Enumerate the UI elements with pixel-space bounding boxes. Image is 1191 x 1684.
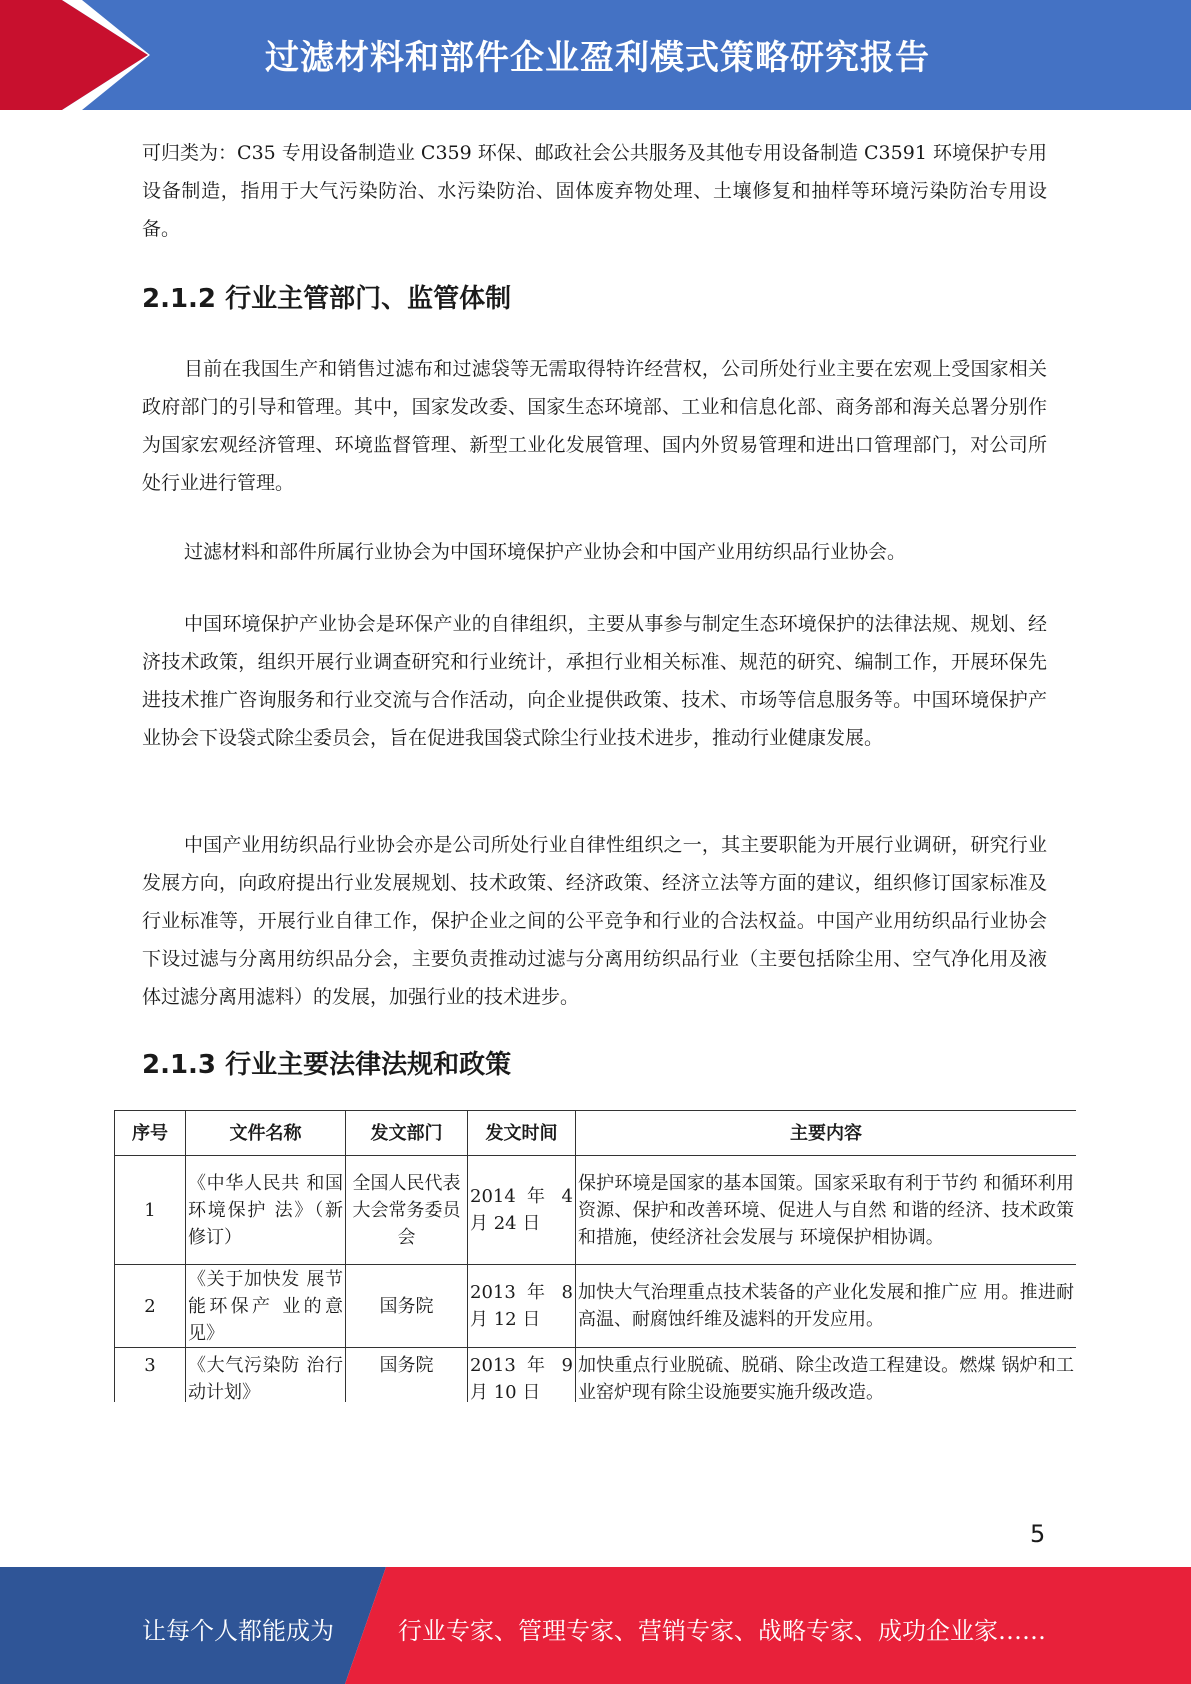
- cell-document-name: 《关于加快发 展节能环保产 业的意见》: [186, 1265, 346, 1348]
- cell-issuing-department: 国务院: [346, 1348, 468, 1403]
- cell-issue-date: 2013 年 9 月 10 日: [468, 1348, 576, 1403]
- cell-number: 2: [115, 1265, 186, 1348]
- cell-main-content: 保护环境是国家的基本国策。国家采取有利于节约 和循环利用资源、保护和改善环境、促进人与自然 和谐的经济、技术政策和措施，使经济社会发展与 环境保护相协调。: [576, 1156, 1077, 1265]
- table-row: [115, 1265, 1077, 1348]
- page-number: 5: [1030, 1520, 1046, 1548]
- body-paragraph: 目前在我国生产和销售过滤布和过滤袋等无需取得特许经营权，公司所处行业主要在宏观上受国家相关政府部门的引导和管理。其中，国家发改委、国家生态环境部、工业和信息化部、商务部和海关总署分别作为国家宏观经济管理、环境监督管理、新型工业化发展管理、国内外贸易管理和进出口管理部门，对公司所处行业进行管理。: [142, 358, 1047, 494]
- column-header: 文件名称: [186, 1111, 346, 1156]
- body-paragraph: 中国产业用纺织品行业协会亦是公司所处行业自律性组织之一，其主要职能为开展行业调研，研究行业发展方向，向政府提出行业发展规划、技术政策、经济政策、经济立法等方面的建议，组织修订国家标准及行业标准等，开展行业自律工作，保护企业之间的公平竞争和行业的合法权益。中国产业用纺织品行业协会下设过滤与分离用纺织品分会，主要负责推动过滤与分离用纺织品行业（主要包括除尘用、空气净化用及液体过滤分离用滤料）的发展，加强行业的技术进步。: [142, 834, 1047, 1008]
- column-header: 主要内容: [576, 1111, 1077, 1156]
- policy-table-container: [114, 1110, 1076, 1402]
- column-header: 发文时间: [468, 1111, 576, 1156]
- footer-slogan-right: 行业专家、管理专家、营销专家、战略专家、成功企业家……: [398, 1617, 1046, 1645]
- table-row: [115, 1348, 1077, 1403]
- cell-issuing-department: 全国人民代表大会常务委员会: [346, 1156, 468, 1265]
- cell-issue-date: 2014 年 4 月 24 日: [468, 1156, 576, 1265]
- intro-paragraph: 可归类为：C35 专用设备制造业 C359 环保、邮政社会公共服务及其他专用设备制造 C3591 环境保护专用设备制造，指用于大气污染防治、水污染防治、固体废弃物处理、土壤修复和抽样等环境污染防治专用设备。: [142, 142, 1047, 240]
- cell-document-name: 《大气污染防 治行动计划》: [186, 1348, 346, 1403]
- footer-banner: [0, 1567, 1191, 1684]
- section-heading-2-1-3: 2.1.3 行业主要法律法规和政策: [142, 1050, 512, 1080]
- policy-table: [114, 1110, 1076, 1402]
- column-header: 序号: [115, 1111, 186, 1156]
- cell-issuing-department: 国务院: [346, 1265, 468, 1348]
- section-heading-2-1-2: 2.1.2 行业主管部门、监管体制: [142, 284, 512, 314]
- footer-slogan-left: 让每个人都能成为: [142, 1617, 334, 1645]
- cell-main-content: 加快重点行业脱硫、脱硝、除尘改造工程建设。燃煤 锅炉和工业窑炉现有除尘设施要实施升级改造。: [576, 1348, 1077, 1403]
- table-header-row: [115, 1111, 1077, 1156]
- table-row: [115, 1156, 1077, 1265]
- cell-document-name: 《中华人民共 和国环境保护 法》（新修订）: [186, 1156, 346, 1265]
- cell-number: 1: [115, 1156, 186, 1265]
- body-paragraph: 中国环境保护产业协会是环保产业的自律组织，主要从事参与制定生态环境保护的法律法规、规划、经济技术政策，组织开展行业调查研究和行业统计，承担行业相关标准、规范的研究、编制工作，开展环保先进技术推广咨询服务和行业交流与合作活动，向企业提供政策、技术、市场等信息服务等。中国环境保护产业协会下设袋式除尘委员会，旨在促进我国袋式除尘行业技术进步，推动行业健康发展。: [142, 613, 1047, 749]
- header-arrow-decoration: [0, 0, 170, 110]
- cell-number: 3: [115, 1348, 186, 1403]
- body-paragraph: 过滤材料和部件所属行业协会为中国环境保护产业协会和中国产业用纺织品行业协会。: [184, 541, 907, 563]
- header-banner: [0, 0, 1191, 110]
- cell-main-content: 加快大气治理重点技术装备的产业化发展和推广应 用。推进耐高温、耐腐蚀纤维及滤料的开发应用。: [576, 1265, 1077, 1348]
- column-header: 发文部门: [346, 1111, 468, 1156]
- document-title: 过滤材料和部件企业盈利模式策略研究报告: [265, 38, 930, 78]
- cell-issue-date: 2013 年 8 月 12 日: [468, 1265, 576, 1348]
